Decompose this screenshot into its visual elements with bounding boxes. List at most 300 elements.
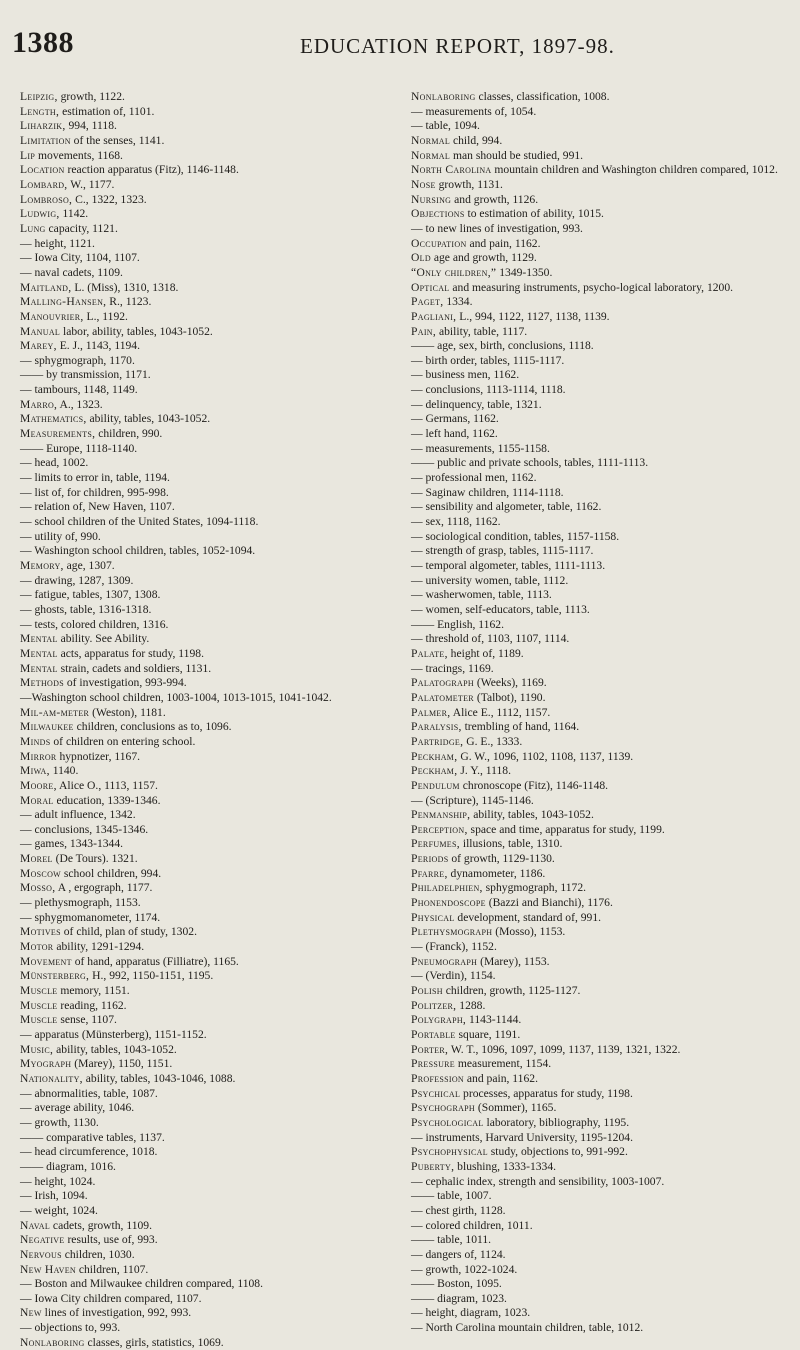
index-heading: Mental xyxy=(20,646,58,660)
index-entry xyxy=(411,1087,779,1102)
index-locator: acts, apparatus for study, 1198. xyxy=(57,646,204,660)
index-locator: age, 1307. xyxy=(63,559,115,572)
index-locator: children, 990. xyxy=(95,427,163,441)
index-locator: illusions, table, 1310. xyxy=(459,837,563,851)
index-heading: Normal xyxy=(411,133,451,147)
index-entry xyxy=(411,222,779,237)
index-locator: — objections to, 993. xyxy=(20,1321,121,1335)
index-locator: of hand, apparatus (Filliatre), 1165. xyxy=(71,954,239,968)
index-locator: — height, 1024. xyxy=(20,1174,96,1188)
index-heading: Naval xyxy=(20,1218,51,1232)
index-entry xyxy=(20,178,388,193)
index-entry xyxy=(20,706,388,721)
index-entry xyxy=(20,720,388,735)
index-entry xyxy=(20,808,388,823)
index-locator: — (Scripture), 1145-1146. xyxy=(411,793,534,807)
index-entry xyxy=(411,1072,779,1087)
index-locator: 1349-1350. xyxy=(496,265,553,279)
index-locator: —— table, 1011. xyxy=(411,1233,492,1247)
index-entry xyxy=(411,852,779,867)
index-entry xyxy=(411,662,779,677)
index-entry xyxy=(411,149,779,164)
index-heading: Location xyxy=(20,163,65,177)
index-entry xyxy=(411,969,779,984)
index-locator: — sex, 1118, 1162. xyxy=(411,515,501,529)
index-heading: Profession xyxy=(411,1071,465,1085)
index-locator: labor, ability, tables, 1043-1052. xyxy=(60,324,213,338)
index-entry xyxy=(20,1306,388,1321)
index-locator: laboratory, bibliography, 1195. xyxy=(483,1115,630,1129)
index-locator: (Mosso), 1153. xyxy=(492,925,566,939)
index-entry xyxy=(411,90,779,105)
index-locator: (Marey), 1150, 1151. xyxy=(71,1057,173,1071)
index-entry xyxy=(411,984,779,999)
index-entry xyxy=(20,1145,388,1160)
index-heading: Lip xyxy=(20,148,36,162)
index-heading: Manouvrier, xyxy=(20,309,84,323)
index-entry xyxy=(20,940,388,955)
index-locator: — Saginaw children, 1114-1118. xyxy=(411,485,564,499)
index-locator: —— table, 1007. xyxy=(411,1189,492,1203)
index-locator: — growth, 1022-1024. xyxy=(411,1262,518,1276)
index-locator: — Iowa City children compared, 1107. xyxy=(20,1291,202,1305)
index-entry xyxy=(20,1277,388,1292)
index-locator: W. T., 1096, 1097, 1099, 1137, 1139, 1321, 1322. xyxy=(448,1042,681,1056)
index-locator: G. W., 1096, 1102, 1108, 1137, 1139. xyxy=(457,749,634,763)
index-locator: — table, 1094. xyxy=(411,119,480,133)
index-heading: Muscle xyxy=(20,984,58,998)
index-heading: Porter, xyxy=(411,1042,449,1056)
index-heading: Polygraph, xyxy=(411,1013,467,1027)
index-heading: Partridge, xyxy=(411,734,464,748)
index-locator: — temporal algometer, tables, 1111-1113. xyxy=(411,559,606,572)
index-entry xyxy=(411,603,779,618)
index-locator: — (Franck), 1152. xyxy=(411,940,497,954)
index-heading: Myograph xyxy=(20,1057,72,1071)
index-entry xyxy=(411,896,779,911)
index-locator: memory, 1151. xyxy=(57,984,130,998)
index-heading: Miwa, xyxy=(20,764,50,778)
index-entry xyxy=(411,955,779,970)
index-entry xyxy=(411,618,779,633)
index-locator: — measurements of, 1054. xyxy=(411,104,537,118)
index-entry xyxy=(20,427,388,442)
index-locator: results, use of, 993. xyxy=(64,1233,158,1247)
index-locator: —— Europe, 1118-1140. xyxy=(20,441,138,455)
index-entry xyxy=(20,251,388,266)
index-entry xyxy=(20,881,388,896)
index-entry xyxy=(411,544,779,559)
index-heading: Pneumograph xyxy=(411,954,478,968)
index-locator: A., 1323. xyxy=(57,397,103,411)
index-heading: Muscle xyxy=(20,1013,58,1027)
index-entry xyxy=(20,603,388,618)
index-locator: of the senses, 1141. xyxy=(70,133,165,147)
index-entry xyxy=(411,1219,779,1234)
index-locator: — business men, 1162. xyxy=(411,368,520,382)
index-entry xyxy=(411,750,779,765)
index-entry xyxy=(20,823,388,838)
index-entry xyxy=(411,105,779,120)
index-locator: measurement, 1154. xyxy=(454,1057,552,1071)
index-locator: — Irish, 1094. xyxy=(20,1189,88,1203)
index-heading: Mathematics, xyxy=(20,412,87,426)
index-locator: — Germans, 1162. xyxy=(411,412,499,426)
index-entry xyxy=(20,368,388,383)
index-locator: — university women, table, 1112. xyxy=(411,573,569,587)
index-entry xyxy=(411,706,779,721)
index-entry xyxy=(411,574,779,589)
index-locator: Alice E., 1112, 1157. xyxy=(450,705,551,719)
index-locator: growth, 1131. xyxy=(435,177,503,191)
index-locator: ability, tables, 1043-1052. xyxy=(53,1042,177,1056)
index-heading: Motor xyxy=(20,940,54,954)
index-entry xyxy=(411,647,779,662)
index-heading: Nonlaboring xyxy=(20,1335,85,1349)
index-locator: — threshold of, 1103, 1107, 1114. xyxy=(411,632,570,646)
index-entry xyxy=(411,1277,779,1292)
index-entry xyxy=(20,647,388,662)
index-entry xyxy=(411,779,779,794)
index-entry xyxy=(411,1263,779,1278)
index-entry xyxy=(411,794,779,809)
index-heading: Minds xyxy=(20,734,51,748)
index-entry xyxy=(411,471,779,486)
index-heading: Liharzik, xyxy=(20,119,66,133)
index-locator: children, 1030. xyxy=(61,1247,135,1261)
index-locator: mountain children and Washington children compared, 1012. xyxy=(491,163,778,177)
index-entry xyxy=(20,412,388,427)
index-locator: children, 1107. xyxy=(75,1262,149,1276)
index-locator: cadets, growth, 1109. xyxy=(50,1218,152,1232)
index-locator: —— by transmission, 1171. xyxy=(20,368,151,382)
index-locator: — height, 1121. xyxy=(20,236,95,250)
index-locator: — sphygmograph, 1170. xyxy=(20,353,135,367)
index-entry xyxy=(20,149,388,164)
index-locator: — ghosts, table, 1316-1318. xyxy=(20,602,152,616)
index-entry xyxy=(411,281,779,296)
index-heading: Mil-am-meter xyxy=(20,705,90,719)
index-locator: —— Boston, 1095. xyxy=(411,1277,502,1291)
index-entry xyxy=(411,676,779,691)
index-entry xyxy=(20,1189,388,1204)
index-entry xyxy=(20,1233,388,1248)
index-locator: of investigation, 993-994. xyxy=(63,676,187,690)
index-entry xyxy=(411,515,779,530)
index-entry xyxy=(20,163,388,178)
index-entry xyxy=(20,398,388,413)
index-locator: square, 1191. xyxy=(455,1028,521,1041)
index-entry xyxy=(411,925,779,940)
index-locator: — strength of grasp, tables, 1115-1117. xyxy=(411,544,594,558)
index-entry xyxy=(20,676,388,691)
index-heading: Muscle xyxy=(20,998,58,1012)
index-entry xyxy=(20,222,388,237)
index-locator: and measuring instruments, psycho-logical laboratory, 1200. xyxy=(449,280,734,294)
index-locator: —— diagram, 1023. xyxy=(411,1291,507,1305)
index-locator: — head, 1002. xyxy=(20,456,89,470)
index-heading: Peckham, xyxy=(411,749,458,763)
index-entry xyxy=(20,662,388,677)
index-heading: New Haven xyxy=(20,1262,76,1276)
index-entry xyxy=(411,764,779,779)
index-heading: Paget, xyxy=(411,295,444,309)
index-entry xyxy=(20,193,388,208)
index-entry xyxy=(411,266,779,281)
index-locator: sense, 1107. xyxy=(57,1013,117,1027)
index-entry xyxy=(411,911,779,926)
index-locator: — sphygmomanometer, 1174. xyxy=(20,910,161,924)
index-locator: ability, tables, 1043-1052. xyxy=(470,808,594,822)
index-entry xyxy=(20,456,388,471)
index-entry xyxy=(411,354,779,369)
index-locator: — sociological condition, tables, 1157-1158. xyxy=(411,529,620,543)
index-locator: W., 1177. xyxy=(67,177,115,191)
index-entry xyxy=(20,618,388,633)
index-locator: — delinquency, table, 1321. xyxy=(411,397,542,411)
index-locator: school children, 994. xyxy=(61,866,162,880)
index-entry xyxy=(20,750,388,765)
index-entry xyxy=(411,339,779,354)
index-entry xyxy=(411,1204,779,1219)
index-locator: — apparatus (Münsterberg), 1151-1152. xyxy=(20,1028,207,1041)
index-heading: Pressure xyxy=(411,1057,455,1071)
index-entry xyxy=(20,1116,388,1131)
index-locator: — drawing, 1287, 1309. xyxy=(20,573,134,587)
index-heading: Münsterberg, xyxy=(20,969,90,983)
index-entry xyxy=(411,1292,779,1307)
index-locator: (Bazzi and Bianchi), 1176. xyxy=(485,896,613,910)
index-entry xyxy=(411,823,779,838)
index-entry xyxy=(20,281,388,296)
index-locator: to estimation of ability, 1015. xyxy=(464,207,604,221)
index-entry xyxy=(411,1101,779,1116)
index-locator: man should be studied, 991. xyxy=(450,148,584,162)
index-locator: — games, 1343-1344. xyxy=(20,837,124,851)
index-locator: strain, cadets and soldiers, 1131. xyxy=(57,661,212,675)
index-locator: (Weston), 1181. xyxy=(89,705,166,719)
index-entry xyxy=(20,955,388,970)
index-entry xyxy=(20,925,388,940)
index-entry xyxy=(20,984,388,999)
index-entry xyxy=(20,1263,388,1278)
index-locator: growth, 1122. xyxy=(57,90,125,103)
index-entry xyxy=(411,691,779,706)
index-heading: Paralysis, xyxy=(411,720,462,734)
index-locator: R., 1123. xyxy=(106,295,152,309)
index-heading: Palatograph xyxy=(411,676,474,690)
index-entry xyxy=(20,1292,388,1307)
index-heading: Pain, xyxy=(411,324,437,338)
index-locator: 1143-1144. xyxy=(466,1013,522,1027)
index-locator: — relation of, New Haven, 1107. xyxy=(20,500,175,514)
index-heading: Mosso, xyxy=(20,881,56,895)
index-entry xyxy=(411,1248,779,1263)
index-entry xyxy=(20,383,388,398)
index-entry xyxy=(20,632,388,647)
index-heading: Limitation xyxy=(20,133,71,147)
index-locator: — washerwomen, table, 1113. xyxy=(411,588,552,602)
index-locator: — average ability, 1046. xyxy=(20,1101,135,1115)
index-locator: dynamometer, 1186. xyxy=(447,866,546,880)
index-entry xyxy=(411,735,779,750)
index-heading: Lombroso, xyxy=(20,192,73,206)
index-entry xyxy=(20,574,388,589)
index-entry xyxy=(411,163,779,178)
index-locator: of child, plan of study, 1302. xyxy=(60,925,197,939)
index-entry xyxy=(411,237,779,252)
index-entry xyxy=(411,1175,779,1190)
index-locator: and pain, 1162. xyxy=(466,236,541,250)
index-entry xyxy=(20,852,388,867)
index-heading: Optical xyxy=(411,280,450,294)
index-locator: (Marey), 1153. xyxy=(477,954,550,968)
index-locator: — weight, 1024. xyxy=(20,1203,98,1217)
index-entry xyxy=(411,867,779,882)
index-locator: sphygmograph, 1172. xyxy=(482,881,587,895)
index-heading: Measurements, xyxy=(20,427,96,441)
index-entry xyxy=(411,1160,779,1175)
index-entry xyxy=(20,588,388,603)
index-column-left xyxy=(20,90,388,1350)
index-locator: — instruments, Harvard University, 1195-1204. xyxy=(411,1130,633,1144)
index-heading: Marey, xyxy=(20,339,57,353)
index-locator: — school children of the United States, 1094-1118. xyxy=(20,515,259,529)
index-heading: Leipzig, xyxy=(20,90,58,103)
index-heading: Moscow xyxy=(20,866,61,880)
index-entry xyxy=(20,837,388,852)
index-locator: — utility of, 990. xyxy=(20,529,101,543)
index-heading: “Only children,” xyxy=(411,265,497,279)
index-locator: (De Tours). 1321. xyxy=(52,852,138,866)
index-locator: ability, tables, 1043-1052. xyxy=(86,412,211,426)
index-locator: children, conclusions as to, 1096. xyxy=(73,720,232,734)
index-locator: — sensibility and algometer, table, 1162. xyxy=(411,500,602,514)
index-locator: — chest girth, 1128. xyxy=(411,1203,506,1217)
index-entry xyxy=(20,1057,388,1072)
index-entry xyxy=(20,1101,388,1116)
index-locator: — birth order, tables, 1115-1117. xyxy=(411,353,565,367)
index-locator: estimation of, 1101. xyxy=(59,104,155,118)
index-locator: age and growth, 1129. xyxy=(430,251,537,265)
index-entry xyxy=(20,969,388,984)
index-entry xyxy=(411,1321,779,1336)
index-locator: — (Verdin), 1154. xyxy=(411,969,496,983)
index-locator: J. Y., 1118. xyxy=(457,764,511,778)
index-locator: — plethysmograph, 1153. xyxy=(20,896,141,910)
index-heading: Peckham, xyxy=(411,764,458,778)
index-locator: 1288. xyxy=(456,998,486,1012)
index-heading: Plethysmograph xyxy=(411,925,493,939)
index-entry xyxy=(20,1219,388,1234)
index-entry xyxy=(411,134,779,149)
index-locator: (Talbot), 1190. xyxy=(473,690,546,704)
index-locator: — dangers of, 1124. xyxy=(411,1247,506,1261)
index-locator: 1140. xyxy=(49,764,79,778)
index-entry xyxy=(20,896,388,911)
index-entry xyxy=(411,412,779,427)
index-entry xyxy=(20,1248,388,1263)
index-heading: Maitland, xyxy=(20,280,72,294)
index-heading: Polish xyxy=(411,984,443,998)
index-entry xyxy=(411,398,779,413)
index-entry xyxy=(411,310,779,325)
index-locator: E. J., 1143, 1194. xyxy=(56,339,140,353)
index-heading: Music, xyxy=(20,1042,54,1056)
index-entry xyxy=(20,339,388,354)
index-locator: C., 1322, 1323. xyxy=(72,192,147,206)
index-entry xyxy=(411,808,779,823)
index-heading: Normal xyxy=(411,148,451,162)
index-entry xyxy=(20,1013,388,1028)
index-entry xyxy=(411,427,779,442)
index-locator: blushing, 1333-1334. xyxy=(454,1159,557,1173)
index-entry xyxy=(411,1131,779,1146)
index-entry xyxy=(20,764,388,779)
index-heading: Nose xyxy=(411,177,436,191)
index-locator: L., 1192. xyxy=(83,309,128,323)
index-heading: Memory, xyxy=(20,559,64,572)
index-heading: Psychical xyxy=(411,1086,461,1100)
index-heading: Portable xyxy=(411,1028,456,1041)
index-entry xyxy=(20,867,388,882)
index-entry xyxy=(411,720,779,735)
index-locator: (Weeks), 1169. xyxy=(473,676,547,690)
index-entry xyxy=(20,544,388,559)
index-locator: 1334. xyxy=(443,295,473,309)
index-locator: —— public and private schools, tables, 1111-1113. xyxy=(411,456,649,470)
index-entry xyxy=(411,295,779,310)
index-entry xyxy=(20,325,388,340)
index-entry xyxy=(20,486,388,501)
index-locator: children, growth, 1125-1127. xyxy=(442,984,581,998)
index-entry xyxy=(20,119,388,134)
index-entry xyxy=(411,530,779,545)
index-entry xyxy=(20,911,388,926)
index-locator: — Boston and Milwaukee children compared, 1108. xyxy=(20,1277,263,1291)
index-entry xyxy=(20,500,388,515)
index-entry xyxy=(411,588,779,603)
index-locator: — Iowa City, 1104, 1107. xyxy=(20,251,140,265)
index-locator: ability, table, 1117. xyxy=(436,324,528,338)
index-heading: Mental xyxy=(20,661,58,675)
index-entry xyxy=(411,999,779,1014)
index-heading: Old xyxy=(411,251,431,265)
index-entry xyxy=(411,178,779,193)
index-locator: — growth, 1130. xyxy=(20,1115,99,1129)
index-entry xyxy=(20,1204,388,1219)
index-entry xyxy=(20,1336,388,1350)
index-entry xyxy=(411,1013,779,1028)
index-heading: Phonendoscope xyxy=(411,896,486,910)
index-locator: — Washington school children, tables, 1052-1094. xyxy=(20,544,256,558)
index-entry xyxy=(20,691,388,706)
index-entry xyxy=(20,1160,388,1175)
index-locator: L. (Miss), 1310, 1318. xyxy=(71,280,179,294)
index-entry xyxy=(411,119,779,134)
index-entry xyxy=(20,442,388,457)
index-entry xyxy=(411,559,779,574)
index-locator: and growth, 1126. xyxy=(451,192,539,206)
index-entry xyxy=(411,456,779,471)
index-locator: ability, 1291-1294. xyxy=(53,940,145,954)
index-locator: education, 1339-1346. xyxy=(53,793,161,807)
index-locator: H., 992, 1150-1151, 1195. xyxy=(89,969,214,983)
index-locator: — fatigue, tables, 1307, 1308. xyxy=(20,588,161,602)
index-heading: Perfumes, xyxy=(411,837,460,851)
index-entry xyxy=(20,1321,388,1336)
index-entry xyxy=(411,368,779,383)
